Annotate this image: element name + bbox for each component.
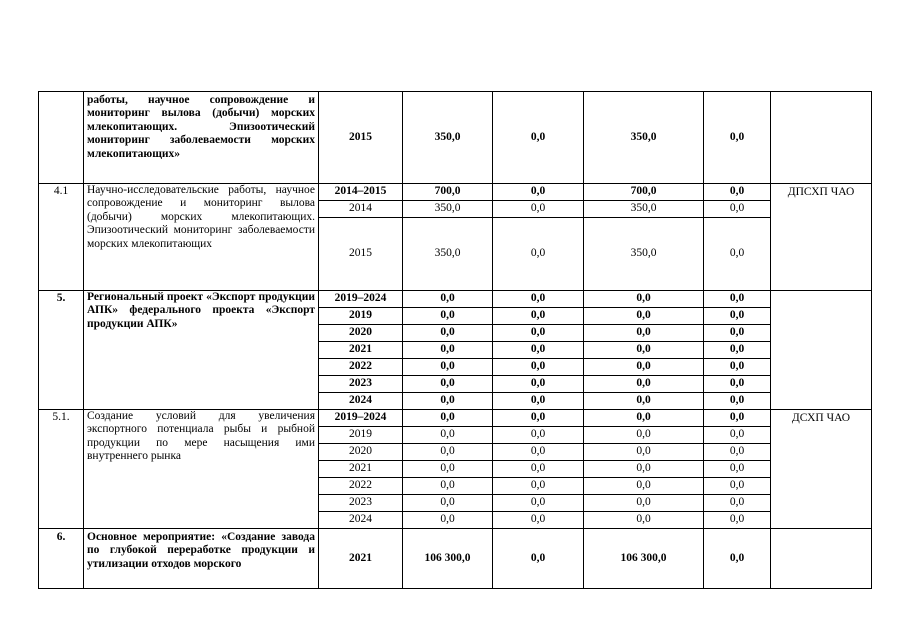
value-regional: 0,0 (584, 342, 704, 359)
value-total: 0,0 (403, 427, 493, 444)
value-federal: 0,0 (493, 461, 584, 478)
value-federal: 0,0 (493, 512, 584, 529)
value-total: 0,0 (403, 461, 493, 478)
year-cell: 2023 (319, 376, 403, 393)
year-cell: 2021 (319, 461, 403, 478)
year-cell: 2020 (319, 325, 403, 342)
table-row (39, 410, 872, 427)
value-federal: 0,0 (493, 92, 584, 184)
value-other: 0,0 (704, 512, 771, 529)
value-total: 106 300,0 (403, 529, 493, 589)
value-regional: 0,0 (584, 427, 704, 444)
value-federal: 0,0 (493, 444, 584, 461)
value-other: 0,0 (704, 92, 771, 184)
row-number (39, 92, 84, 184)
executor-cell: ДПСХП ЧАО (771, 184, 872, 291)
value-total: 0,0 (403, 410, 493, 427)
year-cell: 2024 (319, 393, 403, 410)
value-other: 0,0 (704, 308, 771, 325)
value-total: 0,0 (403, 393, 493, 410)
value-other: 0,0 (704, 218, 771, 291)
value-federal: 0,0 (493, 529, 584, 589)
table-row (39, 529, 872, 589)
value-other: 0,0 (704, 478, 771, 495)
value-total: 0,0 (403, 444, 493, 461)
value-regional: 0,0 (584, 359, 704, 376)
value-federal: 0,0 (493, 427, 584, 444)
year-cell: 2015 (319, 218, 403, 291)
year-cell: 2022 (319, 359, 403, 376)
value-federal: 0,0 (493, 184, 584, 201)
value-other: 0,0 (704, 444, 771, 461)
value-other: 0,0 (704, 495, 771, 512)
row-description: Научно-исследовательские работы, научное сопровождение и мониторинг вылова (добычи) морских млекопитающих. Эпизоотический мониторинг заболеваемости морских млекопитающих (84, 184, 319, 291)
value-regional: 0,0 (584, 478, 704, 495)
row-number: 6. (39, 529, 84, 589)
value-total: 0,0 (403, 342, 493, 359)
value-regional: 0,0 (584, 325, 704, 342)
budget-table (38, 91, 872, 589)
year-cell: 2019–2024 (319, 410, 403, 427)
year-cell: 2019 (319, 427, 403, 444)
value-other: 0,0 (704, 359, 771, 376)
value-regional: 0,0 (584, 512, 704, 529)
executor-cell (771, 92, 872, 184)
year-cell: 2015 (319, 92, 403, 184)
value-federal: 0,0 (493, 201, 584, 218)
value-total: 0,0 (403, 325, 493, 342)
value-regional: 0,0 (584, 495, 704, 512)
year-cell: 2021 (319, 529, 403, 589)
value-federal: 0,0 (493, 218, 584, 291)
year-cell: 2019–2024 (319, 291, 403, 308)
value-other: 0,0 (704, 325, 771, 342)
year-cell: 2024 (319, 512, 403, 529)
value-federal: 0,0 (493, 478, 584, 495)
year-cell: 2022 (319, 478, 403, 495)
row-description: работы, научное сопровождение и мониторинг вылова (добычи) морских млекопитающих. Эпизоотический мониторинг заболеваемости морских млекопитающих» (84, 92, 319, 184)
value-federal: 0,0 (493, 342, 584, 359)
value-total: 0,0 (403, 359, 493, 376)
value-other: 0,0 (704, 376, 771, 393)
year-cell: 2019 (319, 308, 403, 325)
year-cell: 2023 (319, 495, 403, 512)
value-other: 0,0 (704, 393, 771, 410)
value-regional: 0,0 (584, 461, 704, 478)
year-cell: 2014–2015 (319, 184, 403, 201)
value-regional: 0,0 (584, 444, 704, 461)
value-total: 0,0 (403, 291, 493, 308)
value-federal: 0,0 (493, 325, 584, 342)
row-description: Региональный проект «Экспорт продукции АПК» федерального проекта «Экспорт продукции АПК» (84, 291, 319, 410)
value-other: 0,0 (704, 201, 771, 218)
value-federal: 0,0 (493, 291, 584, 308)
value-total: 0,0 (403, 512, 493, 529)
row-number: 4.1 (39, 184, 84, 291)
row-description: Создание условий для увеличения экспортного потенциала рыбы и рыбной продукции по мере насыщения ими внутреннего рынка (84, 410, 319, 529)
value-other: 0,0 (704, 342, 771, 359)
table-row (39, 291, 872, 308)
executor-cell (771, 291, 872, 410)
value-other: 0,0 (704, 427, 771, 444)
value-total: 0,0 (403, 495, 493, 512)
value-federal: 0,0 (493, 308, 584, 325)
value-federal: 0,0 (493, 410, 584, 427)
year-cell: 2014 (319, 201, 403, 218)
value-regional: 0,0 (584, 308, 704, 325)
value-regional: 350,0 (584, 92, 704, 184)
executor-cell: ДСХП ЧАО (771, 410, 872, 529)
value-other: 0,0 (704, 529, 771, 589)
value-regional: 350,0 (584, 201, 704, 218)
value-federal: 0,0 (493, 359, 584, 376)
value-other: 0,0 (704, 461, 771, 478)
value-regional: 0,0 (584, 291, 704, 308)
value-other: 0,0 (704, 291, 771, 308)
value-total: 350,0 (403, 92, 493, 184)
value-federal: 0,0 (493, 495, 584, 512)
value-regional: 700,0 (584, 184, 704, 201)
value-regional: 0,0 (584, 410, 704, 427)
value-total: 350,0 (403, 218, 493, 291)
executor-cell (771, 529, 872, 589)
value-regional: 106 300,0 (584, 529, 704, 589)
value-regional: 0,0 (584, 376, 704, 393)
value-other: 0,0 (704, 184, 771, 201)
year-cell: 2020 (319, 444, 403, 461)
value-total: 0,0 (403, 376, 493, 393)
year-cell: 2021 (319, 342, 403, 359)
value-other: 0,0 (704, 410, 771, 427)
value-regional: 0,0 (584, 393, 704, 410)
row-number: 5. (39, 291, 84, 410)
value-total: 0,0 (403, 478, 493, 495)
row-description: Основное мероприятие: «Создание завода по глубокой переработке продукции и утилизации отходов морского (84, 529, 319, 589)
table-row (39, 92, 872, 184)
value-federal: 0,0 (493, 376, 584, 393)
value-total: 700,0 (403, 184, 493, 201)
table-row (39, 184, 872, 201)
value-total: 0,0 (403, 308, 493, 325)
value-regional: 350,0 (584, 218, 704, 291)
row-number: 5.1. (39, 410, 84, 529)
value-federal: 0,0 (493, 393, 584, 410)
value-total: 350,0 (403, 201, 493, 218)
